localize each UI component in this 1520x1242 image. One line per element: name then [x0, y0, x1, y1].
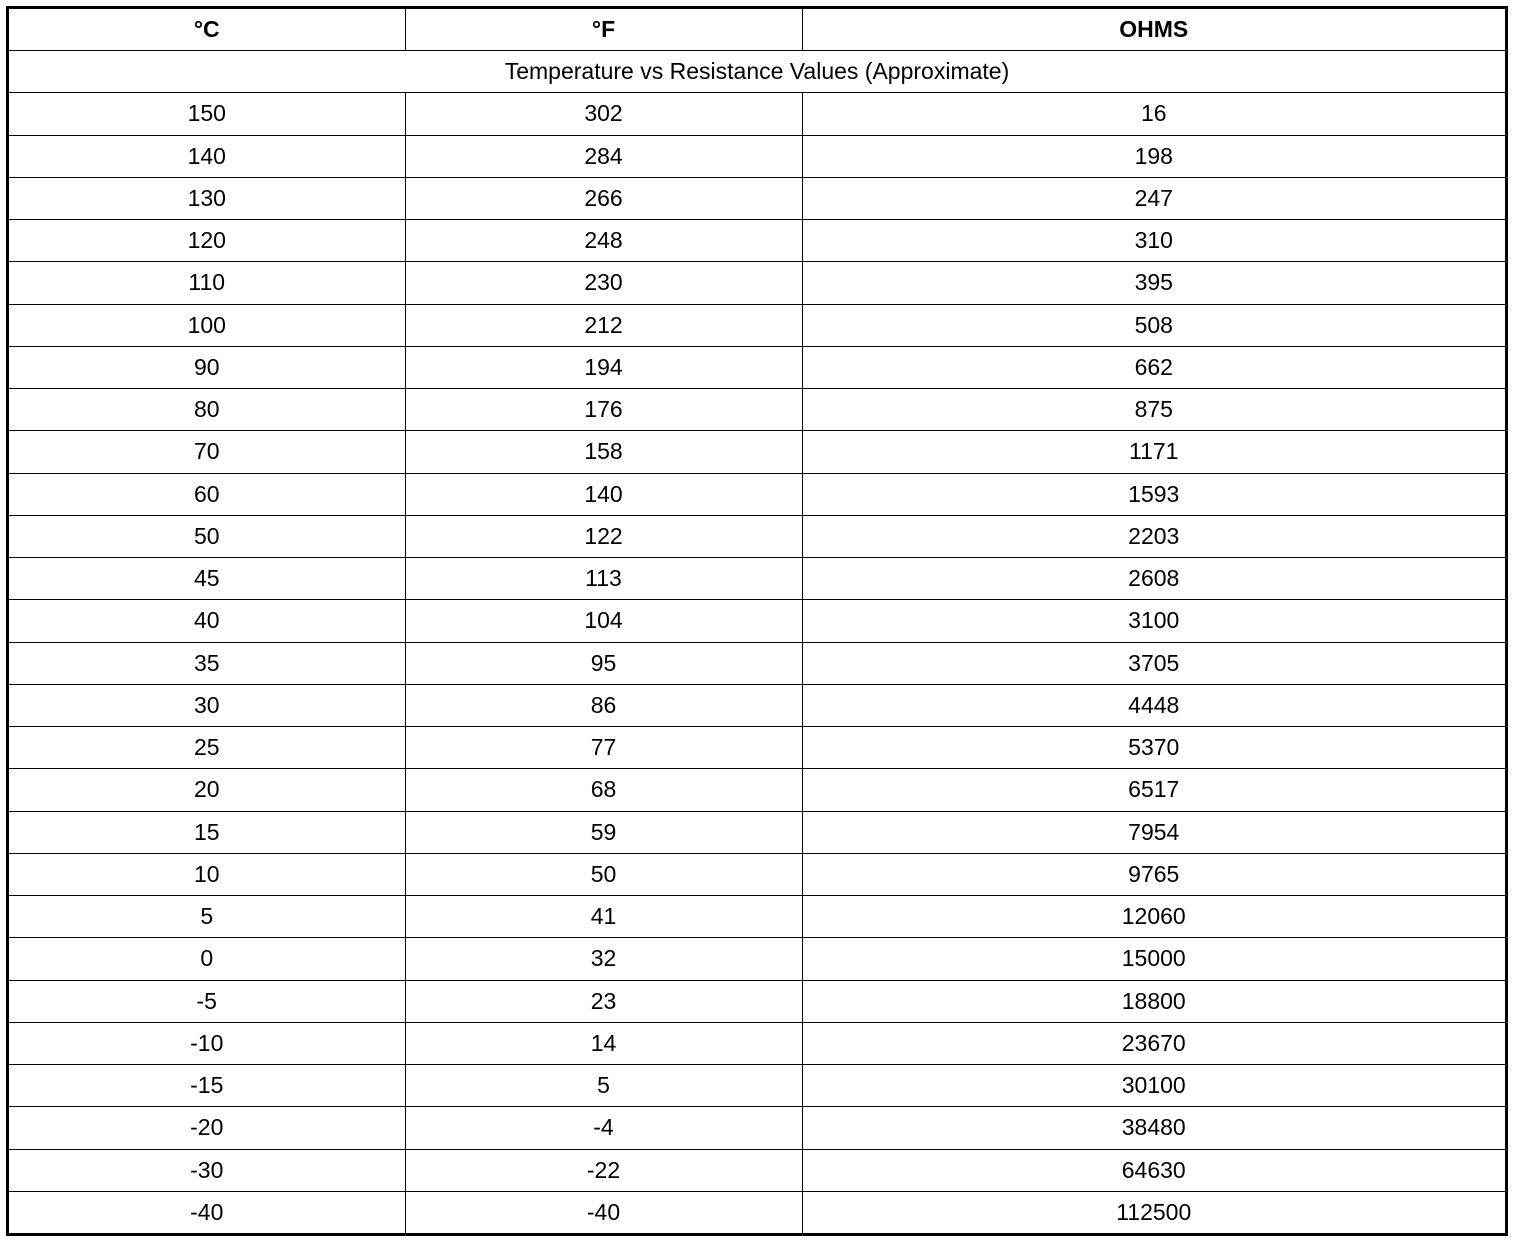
fahrenheit-cell: 50 — [405, 853, 802, 895]
table-row — [9, 93, 1505, 135]
celsius-cell: 20 — [9, 769, 405, 811]
table-row — [9, 1065, 1505, 1107]
fahrenheit-cell: 302 — [405, 93, 802, 135]
celsius-cell: 30 — [9, 684, 405, 726]
fahrenheit-cell: 140 — [405, 473, 802, 515]
table-row — [9, 769, 1505, 811]
fahrenheit-cell: 14 — [405, 1022, 802, 1064]
table-row — [9, 600, 1505, 642]
fahrenheit-cell: -40 — [405, 1191, 802, 1233]
table-row — [9, 896, 1505, 938]
celsius-cell: 80 — [9, 389, 405, 431]
ohms-cell: 16 — [802, 93, 1505, 135]
caption-row — [9, 51, 1505, 93]
celsius-cell: 100 — [9, 304, 405, 346]
table-row — [9, 1107, 1505, 1149]
data-table — [9, 9, 1505, 1233]
celsius-cell: -5 — [9, 980, 405, 1022]
table-row — [9, 642, 1505, 684]
ohms-cell: 12060 — [802, 896, 1505, 938]
celsius-cell: 90 — [9, 346, 405, 388]
celsius-cell: 130 — [9, 177, 405, 219]
celsius-cell: 150 — [9, 93, 405, 135]
table-row — [9, 811, 1505, 853]
table-row — [9, 135, 1505, 177]
ohms-cell: 310 — [802, 220, 1505, 262]
celsius-cell: 0 — [9, 938, 405, 980]
ohms-cell: 247 — [802, 177, 1505, 219]
fahrenheit-cell: 23 — [405, 980, 802, 1022]
header-row — [9, 9, 1505, 51]
table-row — [9, 684, 1505, 726]
ohms-cell: 30100 — [802, 1065, 1505, 1107]
ohms-cell: 3100 — [802, 600, 1505, 642]
fahrenheit-cell: 230 — [405, 262, 802, 304]
table-body — [9, 51, 1505, 1234]
fahrenheit-cell: 194 — [405, 346, 802, 388]
ohms-cell: 23670 — [802, 1022, 1505, 1064]
ohms-cell: 508 — [802, 304, 1505, 346]
table-row — [9, 515, 1505, 557]
table-row — [9, 431, 1505, 473]
ohms-cell: 662 — [802, 346, 1505, 388]
ohms-cell: 875 — [802, 389, 1505, 431]
celsius-cell: -30 — [9, 1149, 405, 1191]
ohms-cell: 1593 — [802, 473, 1505, 515]
table-row — [9, 389, 1505, 431]
fahrenheit-cell: 284 — [405, 135, 802, 177]
fahrenheit-cell: 86 — [405, 684, 802, 726]
table-row — [9, 346, 1505, 388]
table-row — [9, 1149, 1505, 1191]
table-row — [9, 938, 1505, 980]
ohms-cell: 2608 — [802, 558, 1505, 600]
celsius-cell: 40 — [9, 600, 405, 642]
celsius-cell: -40 — [9, 1191, 405, 1233]
fahrenheit-cell: 122 — [405, 515, 802, 557]
ohms-cell: 112500 — [802, 1191, 1505, 1233]
fahrenheit-cell: -4 — [405, 1107, 802, 1149]
celsius-cell: 15 — [9, 811, 405, 853]
fahrenheit-cell: 95 — [405, 642, 802, 684]
table-row — [9, 980, 1505, 1022]
celsius-cell: 45 — [9, 558, 405, 600]
ohms-cell: 4448 — [802, 684, 1505, 726]
fahrenheit-cell: 41 — [405, 896, 802, 938]
fahrenheit-cell: 158 — [405, 431, 802, 473]
header-fahrenheit: °F — [405, 9, 802, 51]
celsius-cell: -15 — [9, 1065, 405, 1107]
table-row — [9, 177, 1505, 219]
table-row — [9, 1191, 1505, 1233]
ohms-cell: 38480 — [802, 1107, 1505, 1149]
celsius-cell: 60 — [9, 473, 405, 515]
fahrenheit-cell: 248 — [405, 220, 802, 262]
table-row — [9, 853, 1505, 895]
ohms-cell: 3705 — [802, 642, 1505, 684]
ohms-cell: 18800 — [802, 980, 1505, 1022]
ohms-cell: 64630 — [802, 1149, 1505, 1191]
fahrenheit-cell: 113 — [405, 558, 802, 600]
table-row — [9, 220, 1505, 262]
celsius-cell: -20 — [9, 1107, 405, 1149]
celsius-cell: 35 — [9, 642, 405, 684]
fahrenheit-cell: 59 — [405, 811, 802, 853]
celsius-cell: 70 — [9, 431, 405, 473]
fahrenheit-cell: 212 — [405, 304, 802, 346]
ohms-cell: 15000 — [802, 938, 1505, 980]
celsius-cell: 10 — [9, 853, 405, 895]
table-row — [9, 262, 1505, 304]
fahrenheit-cell: 104 — [405, 600, 802, 642]
ohms-cell: 7954 — [802, 811, 1505, 853]
celsius-cell: 110 — [9, 262, 405, 304]
celsius-cell: 50 — [9, 515, 405, 557]
ohms-cell: 9765 — [802, 853, 1505, 895]
fahrenheit-cell: 77 — [405, 727, 802, 769]
table-row — [9, 558, 1505, 600]
celsius-cell: 120 — [9, 220, 405, 262]
ohms-cell: 5370 — [802, 727, 1505, 769]
celsius-cell: 140 — [9, 135, 405, 177]
fahrenheit-cell: 176 — [405, 389, 802, 431]
ohms-cell: 6517 — [802, 769, 1505, 811]
table-row — [9, 304, 1505, 346]
header-celsius: °C — [9, 9, 405, 51]
header-ohms: OHMS — [802, 9, 1505, 51]
table-caption: Temperature vs Resistance Values (Approximate) — [9, 51, 1505, 93]
fahrenheit-cell: 5 — [405, 1065, 802, 1107]
celsius-cell: -10 — [9, 1022, 405, 1064]
fahrenheit-cell: 32 — [405, 938, 802, 980]
celsius-cell: 25 — [9, 727, 405, 769]
celsius-cell: 5 — [9, 896, 405, 938]
fahrenheit-cell: 68 — [405, 769, 802, 811]
table-row — [9, 1022, 1505, 1064]
table-row — [9, 473, 1505, 515]
table-row — [9, 727, 1505, 769]
fahrenheit-cell: 266 — [405, 177, 802, 219]
temperature-resistance-table — [6, 6, 1508, 1236]
ohms-cell: 198 — [802, 135, 1505, 177]
fahrenheit-cell: -22 — [405, 1149, 802, 1191]
ohms-cell: 395 — [802, 262, 1505, 304]
ohms-cell: 1171 — [802, 431, 1505, 473]
ohms-cell: 2203 — [802, 515, 1505, 557]
